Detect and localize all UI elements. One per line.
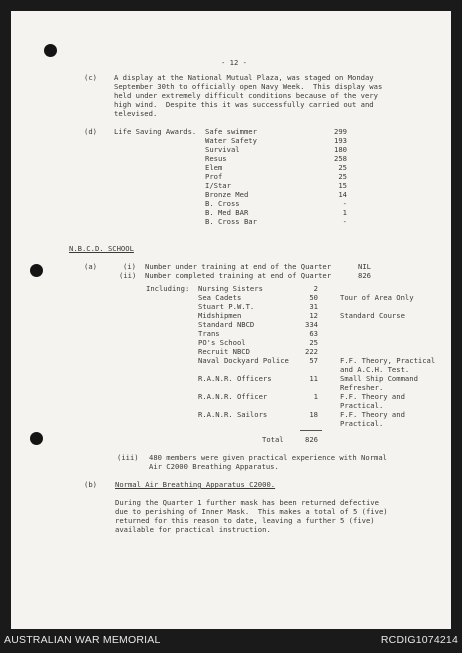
training-row-note: Practical. <box>340 401 384 410</box>
para-b-label: (b) <box>84 480 97 489</box>
training-row-name: PO's School <box>198 338 246 347</box>
punch-hole <box>30 432 43 445</box>
para-b-line: due to perishing of Inner Mask. This makes a total of 5 (five) <box>115 507 388 516</box>
training-row-value: 1 <box>313 392 318 401</box>
para-b-line: available for practical instruction. <box>115 525 271 534</box>
para-c-line: televised. <box>114 109 158 118</box>
award-name: Resus <box>205 154 227 163</box>
training-row-note: Standard Course <box>340 311 405 320</box>
award-value: 180 <box>334 145 347 154</box>
life-saving-heading: Life Saving Awards. <box>114 127 197 136</box>
footer-institution: AUSTRALIAN WAR MEMORIAL <box>4 634 161 646</box>
training-row-value: 31 <box>309 302 318 311</box>
training-row-value: 2 <box>313 284 318 293</box>
training-row-note: F.F. Theory, Practical <box>340 356 436 365</box>
including-label: Including: <box>146 284 190 293</box>
item-iii-line: 480 members were given practical experience with Normal <box>149 453 387 462</box>
award-value: 1 <box>342 208 347 217</box>
total-value: 826 <box>305 435 318 444</box>
training-row-value: 63 <box>309 329 318 338</box>
training-row-note: F.F. Theory and <box>340 410 405 419</box>
total-rule <box>300 430 322 431</box>
training-row-name: Sea Cadets <box>198 293 242 302</box>
training-row-value: 25 <box>309 338 318 347</box>
footer-record-id: RCDIG1074214 <box>380 634 458 646</box>
breathing-apparatus-heading: Normal Air Breathing Apparatus C2000. <box>115 480 276 489</box>
para-d-label: (d) <box>84 127 97 136</box>
training-row-name: R.A.N.R. Officer <box>198 392 268 401</box>
training-row-note: Small Ship Command <box>340 374 418 383</box>
punch-hole <box>44 44 57 57</box>
para-b-line: During the Quarter 1 further mask has been returned defective <box>115 498 379 507</box>
section-heading: N.B.C.D. SCHOOL <box>69 244 134 253</box>
para-c-line: A display at the National Mutual Plaza, was staged on Monday <box>114 73 374 82</box>
training-row-value: 334 <box>305 320 318 329</box>
training-row-note: Tour of Area Only <box>340 293 414 302</box>
training-row-name: Midshipmen <box>198 311 242 320</box>
total-label: Total <box>262 435 284 444</box>
award-value: 14 <box>338 190 347 199</box>
award-name: Water Safety <box>205 136 257 145</box>
award-name: B. Cross <box>205 199 240 208</box>
training-row-value: 12 <box>309 311 318 320</box>
training-row-name: Naval Dockyard Police <box>198 356 289 365</box>
para-a-label: (a) <box>84 262 97 271</box>
training-row-name: Stuart P.W.T. <box>198 302 255 311</box>
training-row-value: 222 <box>305 347 318 356</box>
para-c-line: September 30th to officially open Navy Week. This display was <box>114 82 383 91</box>
award-name: Safe swimmer <box>205 127 257 136</box>
award-name: B. Cross Bar <box>205 217 257 226</box>
training-row-value: 18 <box>309 410 318 419</box>
item-text: Number under training at end of the Quarter <box>145 262 332 271</box>
award-value: 25 <box>338 172 347 181</box>
training-row-value: 57 <box>309 356 318 365</box>
training-row-value: 11 <box>309 374 318 383</box>
training-row-name: Trans <box>198 329 220 338</box>
training-row-name: Standard NBCD <box>198 320 255 329</box>
training-row-name: Nursing Sisters <box>198 284 263 293</box>
training-row-name: Recruit NBCD <box>198 347 250 356</box>
award-value: - <box>342 217 347 226</box>
archive-footer <box>0 629 462 653</box>
para-c-line: high wind. Despite this it was successfully carried out and <box>114 100 374 109</box>
training-row-note: F.F. Theory and <box>340 392 405 401</box>
item-number: (ii) <box>119 271 137 280</box>
award-name: Prof <box>205 172 223 181</box>
award-name: Survival <box>205 145 240 154</box>
item-number: (i) <box>123 262 136 271</box>
award-value: 299 <box>334 127 347 136</box>
award-value: - <box>342 199 347 208</box>
training-row-note: Refresher. <box>340 383 384 392</box>
item-number: (iii) <box>117 453 139 462</box>
punch-hole <box>30 264 43 277</box>
training-row-note: and A.C.H. Test. <box>340 365 410 374</box>
para-c-label: (c) <box>84 73 97 82</box>
award-value: 258 <box>334 154 347 163</box>
award-value: 193 <box>334 136 347 145</box>
training-row-note: Practical. <box>340 419 384 428</box>
item-iii-line: Air C2000 Breathing Apparatus. <box>149 462 279 471</box>
training-row-name: R.A.N.R. Sailors <box>198 410 268 419</box>
item-value: NIL <box>358 262 371 271</box>
training-row-value: 50 <box>309 293 318 302</box>
para-b-line: returned for this reason to date, leaving a further 5 (five) <box>115 516 375 525</box>
award-value: 15 <box>338 181 347 190</box>
item-text: Number completed training at end of Quarter <box>145 271 332 280</box>
award-value: 25 <box>338 163 347 172</box>
page-number: - 12 - <box>221 58 247 67</box>
training-row-name: R.A.N.R. Officers <box>198 374 272 383</box>
para-c-line: held under extremely difficult conditions because of the very <box>114 91 378 100</box>
item-value: 826 <box>358 271 371 280</box>
award-name: Elem <box>205 163 223 172</box>
award-name: Bronze Med <box>205 190 249 199</box>
award-name: I/Star <box>205 181 231 190</box>
award-name: B. Med BAR <box>205 208 249 217</box>
